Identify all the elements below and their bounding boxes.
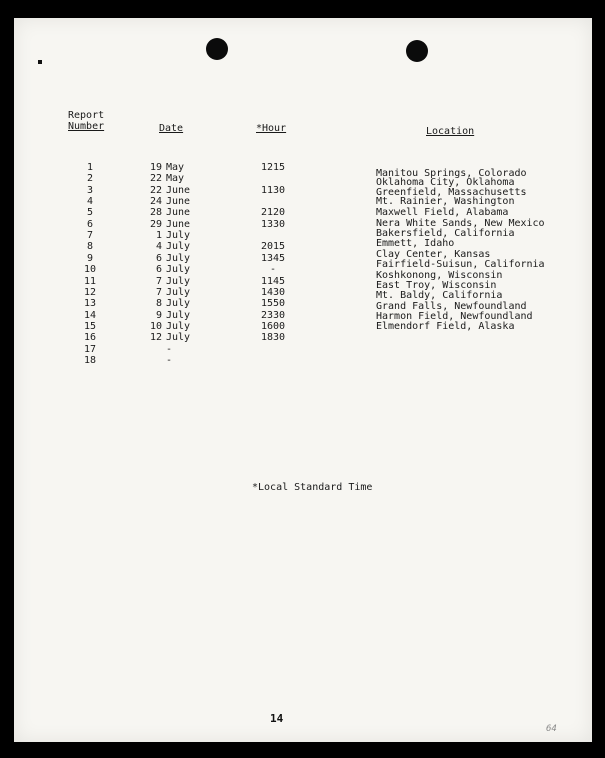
punch-hole-left (206, 38, 228, 60)
footnote: *Local Standard Time (252, 482, 373, 493)
date-day-cell: 7 (155, 275, 162, 287)
report-number-cell: 10 (83, 264, 97, 276)
date-day-cell: 8 (155, 298, 162, 310)
date-day-cell: 12 (149, 332, 162, 344)
document-page (14, 18, 592, 742)
date-month-cell: July (166, 332, 191, 344)
margin-note: 64 (546, 724, 557, 734)
location-cell: Mt. Rainier, Washington (376, 196, 515, 208)
date-month-cell: July (166, 230, 191, 242)
report-number-cell: 13 (83, 298, 97, 310)
date-month-cell: July (166, 241, 191, 253)
location-cell: East Troy, Wisconsin (376, 279, 497, 291)
location-header: Location (426, 126, 475, 137)
hour-cell: 1215 (260, 162, 286, 173)
location-cell: Harmon Field, Newfoundland (376, 310, 533, 322)
report-header-line2: Number (68, 121, 105, 132)
hour-cell: - (269, 264, 277, 276)
table-row (14, 259, 592, 276)
date-day-cell: 6 (155, 264, 162, 276)
date-month-cell: June (166, 184, 191, 196)
date-header: Date (159, 123, 184, 134)
date-month-cell: - (166, 354, 173, 366)
date-month-cell: June (166, 207, 191, 219)
date-day-cell: 4 (155, 241, 162, 253)
hour-cell: 1330 (260, 218, 286, 230)
date-day-cell: 28 (149, 207, 162, 219)
report-number-cell: 14 (83, 309, 97, 321)
hour-cell: 1600 (260, 320, 286, 332)
report-number-cell: 6 (86, 218, 94, 230)
date-day-cell: 29 (149, 218, 162, 230)
location-cell: Maxwell Field, Alabama (376, 207, 509, 219)
report-number-cell: 2 (86, 173, 94, 185)
table-row (14, 196, 592, 207)
table-row (14, 238, 592, 253)
date-day-cell: 19 (149, 162, 162, 173)
report-number-cell: 5 (86, 207, 94, 219)
date-month-cell: July (166, 298, 191, 310)
report-number-cell: 15 (83, 320, 97, 332)
date-day-cell: 22 (149, 184, 162, 196)
date-month-cell: June (166, 218, 191, 230)
date-day-cell: 7 (155, 286, 162, 298)
hour-cell: 1130 (260, 184, 286, 196)
hour-cell: 1145 (260, 275, 286, 287)
date-month-cell: July (166, 286, 191, 298)
date-day-cell: 1 (155, 230, 162, 242)
report-number-cell: 3 (86, 184, 94, 196)
date-month-cell: July (166, 320, 191, 332)
date-month-cell: July (166, 252, 191, 264)
location-cell: Oklahoma City, Oklahoma (376, 177, 515, 189)
hour-cell: 1550 (260, 298, 286, 310)
hour-cell: 1430 (260, 286, 286, 298)
location-cell: Elmendorf Field, Alaska (376, 321, 515, 333)
location-cell: Clay Center, Kansas (376, 248, 491, 260)
table-row (14, 230, 592, 241)
date-month-cell: - (166, 343, 173, 355)
date-day-cell: 22 (149, 173, 162, 185)
hour-header: *Hour (256, 123, 287, 134)
table-row (14, 344, 592, 355)
table-row (14, 207, 592, 218)
report-number-cell: 1 (86, 162, 94, 173)
location-cell: Bakersfield, California (376, 228, 515, 240)
location-cell: Greenfield, Massachusetts (376, 186, 527, 198)
location-cell: Mt. Baldy, California (376, 290, 503, 302)
report-number-cell: 18 (83, 354, 97, 366)
hour-cell: 2330 (260, 309, 286, 321)
report-header-line1: Report (68, 110, 105, 121)
hour-cell: 2015 (260, 241, 286, 253)
report-number-cell: 9 (86, 252, 94, 264)
location-cell: Grand Falls, Newfoundland (376, 300, 527, 312)
location-cell: Koshkonong, Wisconsin (376, 269, 503, 281)
corner-mark (38, 60, 42, 64)
table-row (14, 355, 592, 366)
date-day-cell: 6 (155, 252, 162, 264)
table-row (14, 185, 592, 196)
page-number: 14 (270, 712, 284, 725)
report-number-cell: 12 (83, 286, 97, 298)
location-cell: Manitou Springs, Colorado (376, 168, 527, 179)
hour-cell: 2120 (260, 207, 286, 219)
date-month-cell: July (166, 275, 191, 287)
location-cell: Fairfield-Suisun, California (376, 259, 545, 271)
location-cell: Emmett, Idaho (376, 238, 455, 250)
punch-hole-right (406, 40, 428, 62)
location-cell: Nera White Sands, New Mexico (376, 217, 545, 229)
report-number-cell: 16 (83, 332, 97, 344)
date-month-cell: July (166, 309, 191, 321)
hour-cell: 1830 (260, 332, 286, 344)
report-number-cell: 7 (86, 230, 94, 242)
date-day-cell: 9 (155, 309, 162, 321)
report-number-cell: 8 (86, 241, 94, 253)
date-day-cell: 10 (149, 320, 162, 332)
hour-cell: 1345 (260, 252, 286, 264)
table-row (14, 173, 592, 189)
report-number-cell: 11 (83, 275, 97, 287)
date-month-cell: June (166, 196, 191, 208)
date-month-cell: July (166, 264, 191, 276)
report-number-cell: 17 (83, 343, 97, 355)
date-day-cell: 24 (149, 196, 162, 208)
date-month-cell: May (166, 162, 185, 173)
report-number-cell: 4 (86, 196, 94, 208)
date-month-cell: May (166, 173, 185, 185)
